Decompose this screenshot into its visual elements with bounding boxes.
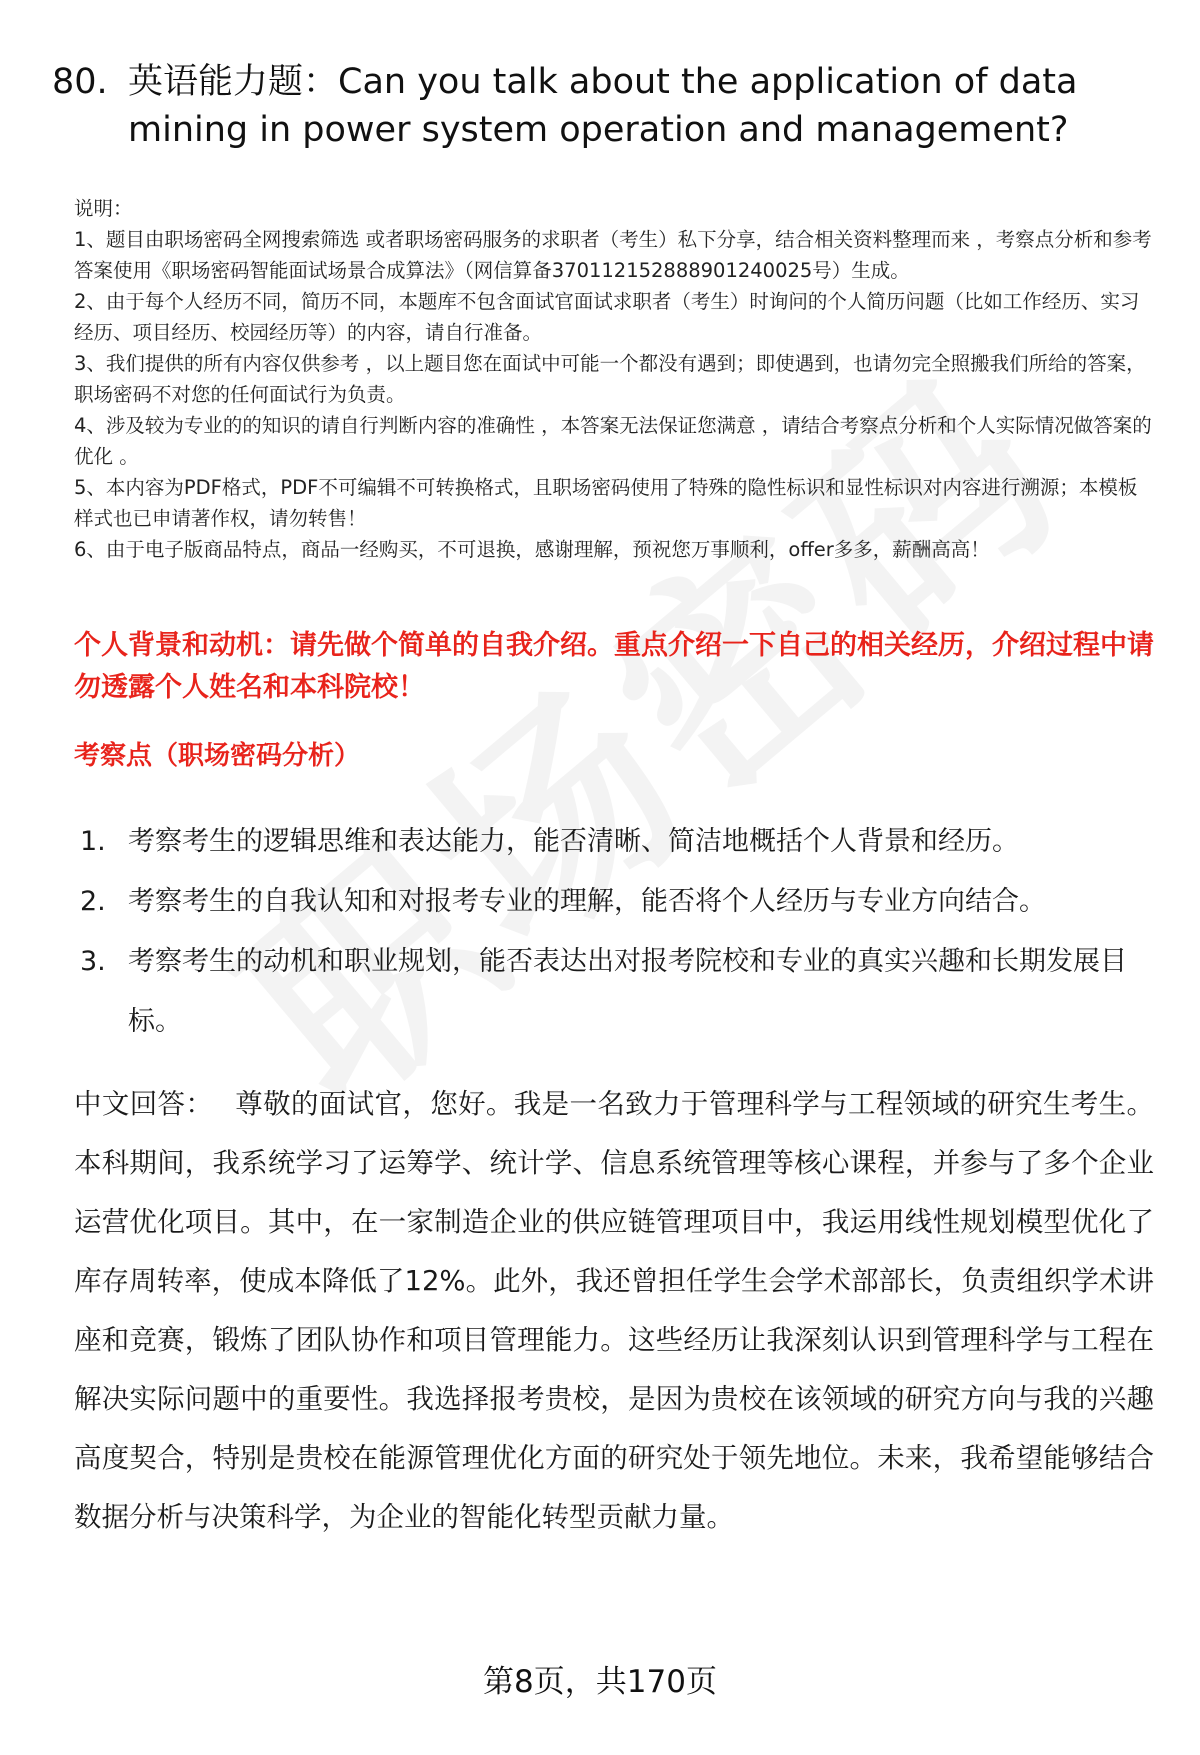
note-item: 2、由于每个人经历不同，简历不同，本题库不包含面试官面试求职者（考生）时询问的个人简历问题（比如工作经历、实习经历、项目经历、校园经历等）的内容，请自行准备。 xyxy=(74,290,1140,344)
point-number: 2. xyxy=(80,886,106,917)
page-footer: 第8页，共170页 xyxy=(483,1664,717,1700)
analysis-points xyxy=(80,812,1150,1052)
point-number: 1. xyxy=(80,826,106,857)
note-item: 4、涉及较为专业的的知识的请自行判断内容的准确性 ，本答案无法保证您满意 ，请结合考察点分析和个人实际情况做答案的优化 。 xyxy=(74,414,1152,468)
point-text: 考察考生的自我认知和对报考专业的理解，能否将个人经历与专业方向结合。 xyxy=(128,886,1046,917)
question-number: 80. xyxy=(52,62,108,102)
analysis-point xyxy=(80,872,1150,932)
answer-text: 尊敬的面试官，您好。我是一名致力于管理科学与工程领域的研究生考生。本科期间，我系统学习了运筹学、统计学、信息系统管理等核心课程，并参与了多个企业运营优化项目。其中，在一家制造企业的供应链管理项目中，我运用线性规划模型优化了库存周转率，使成本降低了12%。此外，我还曾担任学生会学术部部长，负责组织学术讲座和竞赛，锻炼了团队协作和项目管理能力。这些经历让我深刻认识到管理科学与工程在解决实际问题中的重要性。我选择报考贵校，是因为贵校在该领域的研究方向与我的兴趣高度契合，特别是贵校在能源管理优化方面的研究处于领先地位。未来，我希望能够结合数据分析与决策科学，为企业的智能化转型贡献力量。 xyxy=(74,1088,1155,1533)
notes-title: 说明： xyxy=(74,197,133,220)
section-heading: 个人背景和动机：请先做个简单的自我介绍。重点介绍一下自己的相关经历，介绍过程中请勿透露个人姓名和本科院校！ xyxy=(74,630,1154,703)
note-item: 3、我们提供的所有内容仅供参考 ，以上题目您在面试中可能一个都没有遇到；即使遇到，也请勿完全照搬我们所给的答案，职场密码不对您的任何面试行为负责。 xyxy=(74,352,1146,406)
notes-block xyxy=(74,193,1154,565)
note-item: 6、由于电子版商品特点，商品一经购买，不可退换，感谢理解，预祝您万事顺利，offer多多，薪酬高高！ xyxy=(74,538,990,561)
analysis-title: 考察点（职场密码分析） xyxy=(74,741,361,771)
answer-block xyxy=(74,1075,1154,1547)
point-number: 3. xyxy=(80,946,106,977)
analysis-point xyxy=(80,812,1150,872)
note-item: 5、本内容为PDF格式，PDF不可编辑不可转换格式，且职场密码使用了特殊的隐性标识和显性标识对内容进行溯源；本模板样式也已申请著作权，请勿转售！ xyxy=(74,476,1138,530)
question-title xyxy=(52,58,1142,154)
note-item: 1、题目由职场密码全网搜索筛选 或者职场密码服务的求职者（考生）私下分享，结合相关资料整理而来 ，考察点分析和参考答案使用《职场密码智能面试场景合成算法》（网信算备370112152888901240025号）生成。 xyxy=(74,228,1152,282)
point-text: 考察考生的逻辑思维和表达能力，能否清晰、简洁地概括个人背景和经历。 xyxy=(128,826,1019,857)
question-text: 英语能力题：Can you talk about the application of data mining in power system operation and management? xyxy=(128,62,1078,150)
point-text: 考察考生的动机和职业规划，能否表达出对报考院校和专业的真实兴趣和长期发展目标。 xyxy=(128,946,1127,1037)
answer-label: 中文回答： xyxy=(74,1088,214,1120)
analysis-point xyxy=(80,932,1150,1052)
